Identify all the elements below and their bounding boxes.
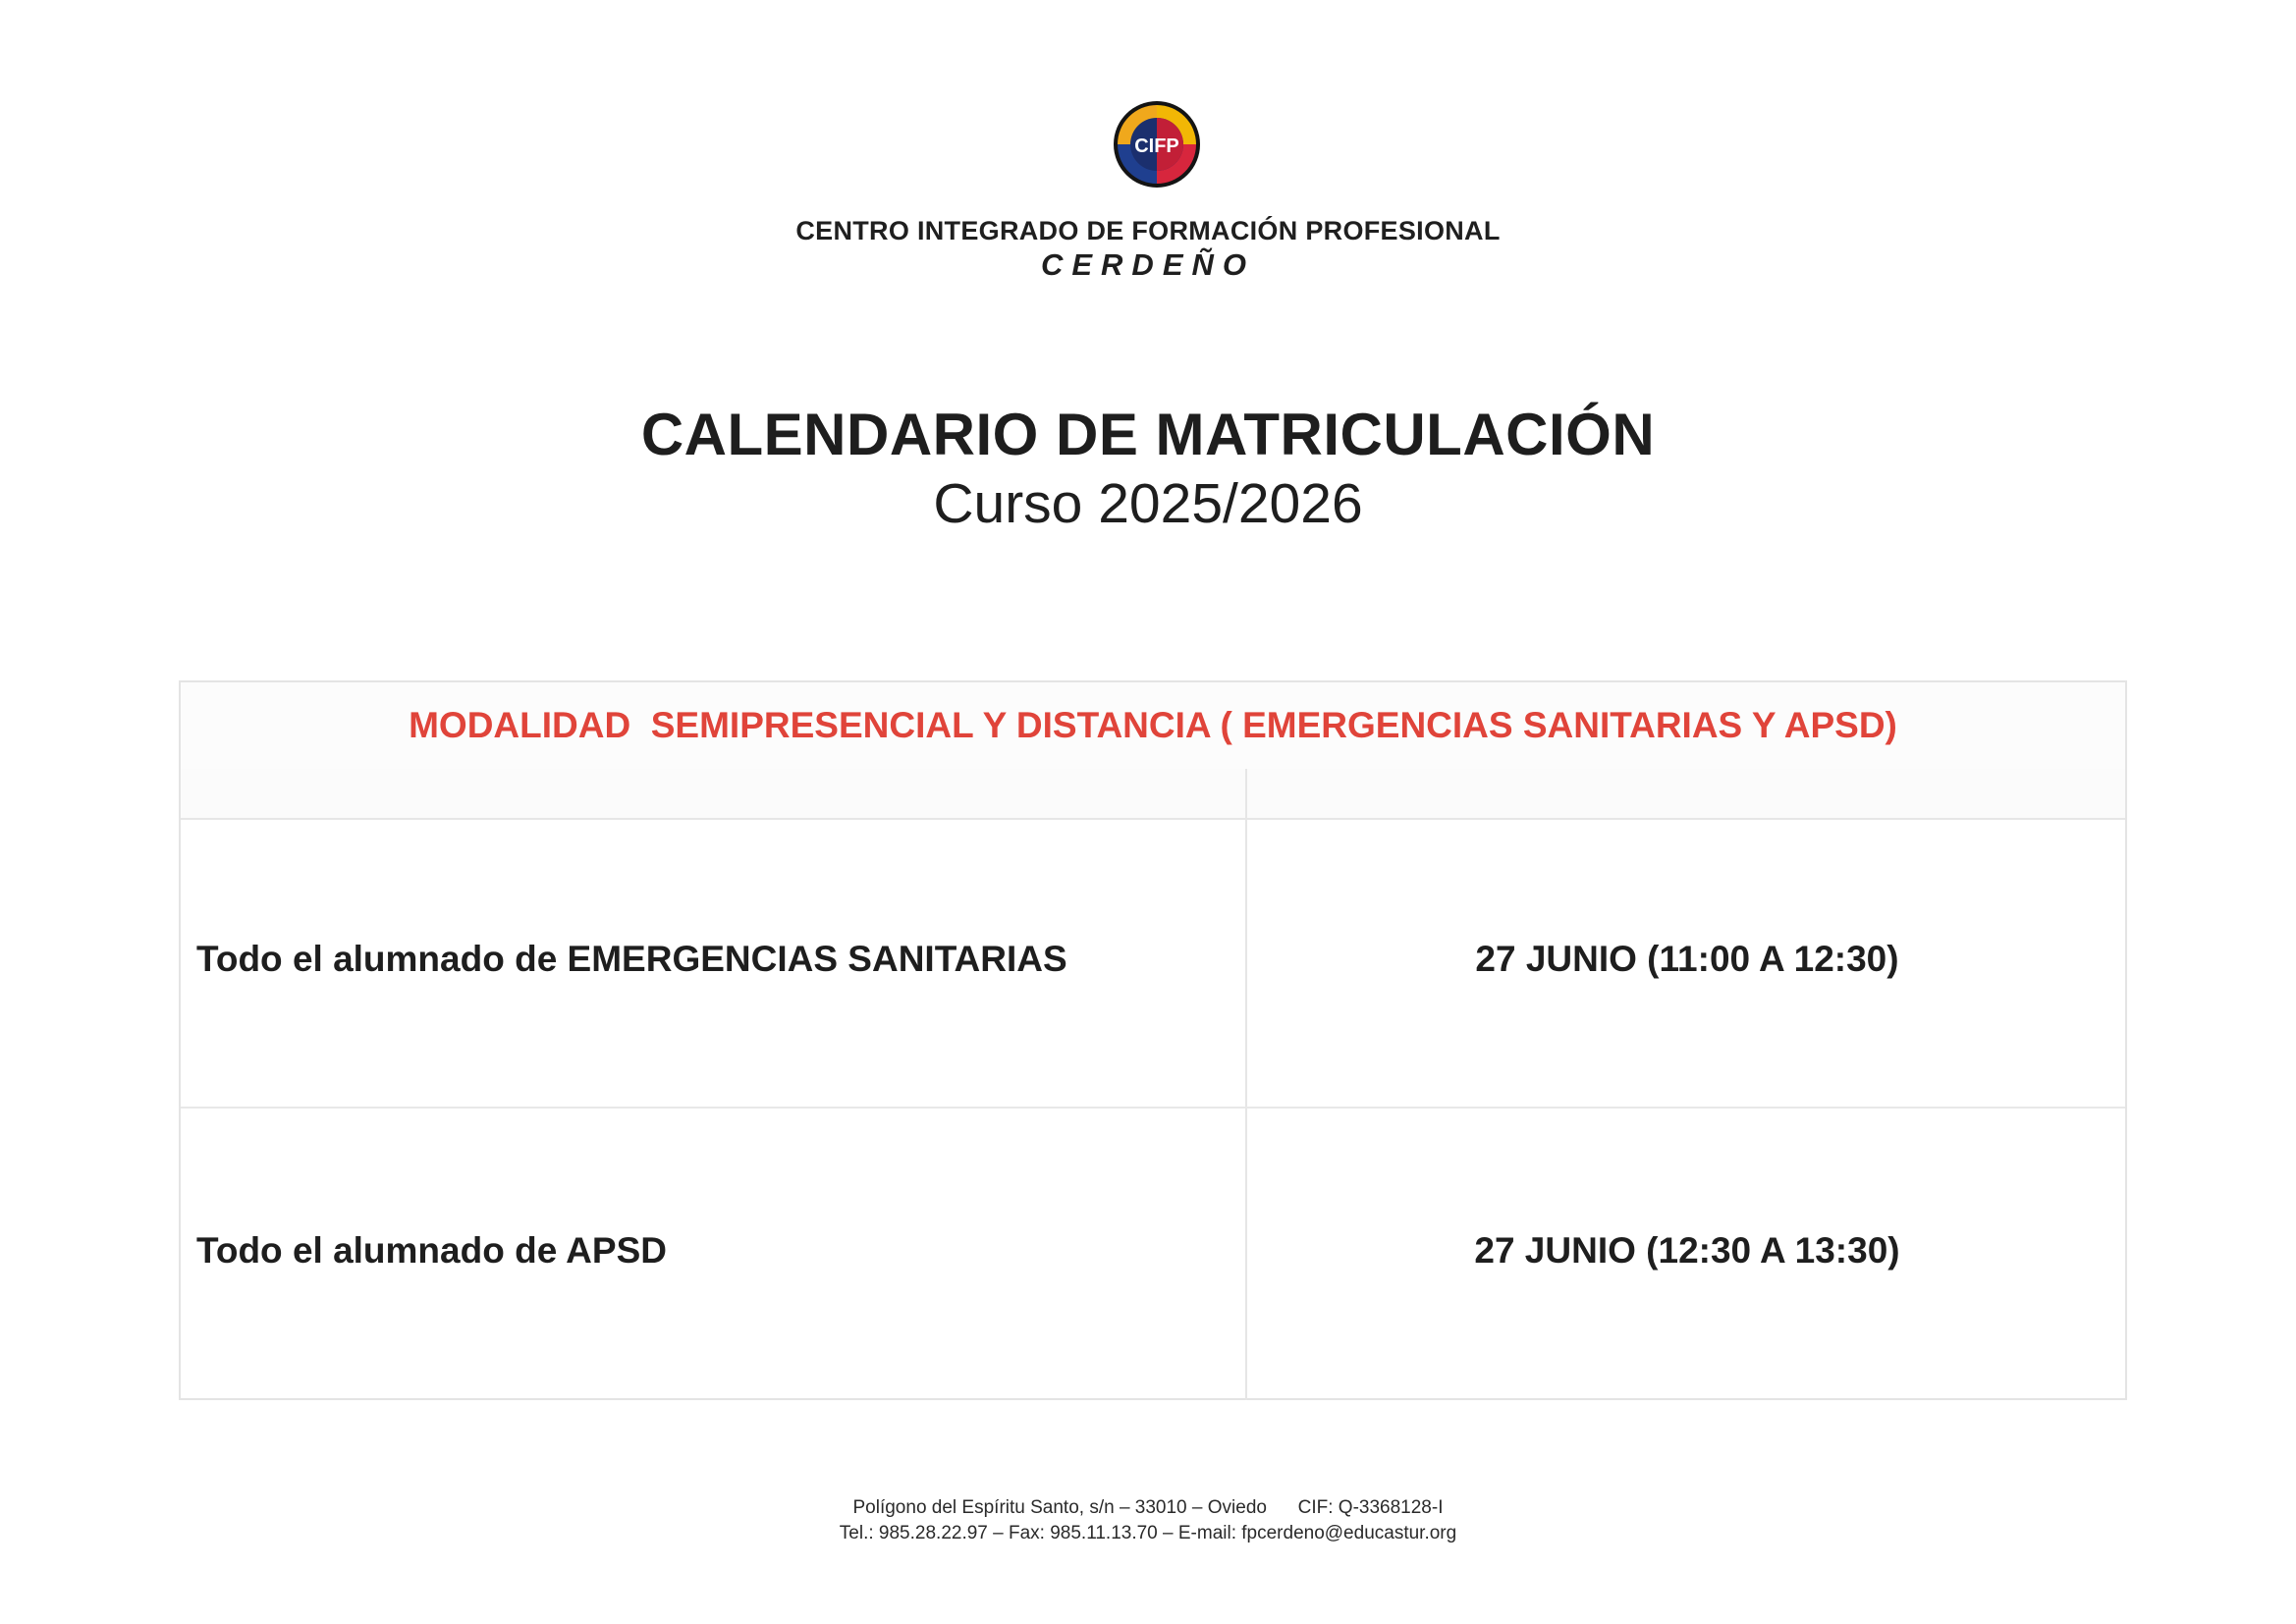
table-row [181,1109,2125,1398]
org-name: CENTRO INTEGRADO DE FORMACIÓN PROFESIONAL [795,216,1501,245]
table-row [181,818,2125,1109]
logo-text: CIFP [1134,135,1179,157]
footer-cif: CIF: Q-3368128-I [1297,1497,1444,1518]
date-cell: 27 JUNIO (11:00 A 12:30) [1475,939,1899,979]
page-title: CALENDARIO DE MATRICULACIÓN [640,402,1656,467]
table-heading: MODALIDAD SEMIPRESENCIAL Y DISTANCIA ( EMERGENCIAS SANITARIAS Y APSD) [181,682,2125,771]
date-cell: 27 JUNIO (12:30 A 13:30) [1474,1229,1900,1271]
group-cell: Todo el alumnado de APSD [196,1229,667,1271]
group-cell: Todo el alumnado de EMERGENCIAS SANITARIAS [196,939,1067,979]
footer-address-line [0,1495,2296,1521]
cifp-logo-icon [1112,99,1202,189]
enrollment-table [179,680,2127,1400]
footer-address: Polígono del Espíritu Santo, s/n – 33010 – Oviedo [852,1497,1267,1518]
cifp-logo [1112,99,1202,189]
org-sub-name: CERDEÑO [1040,247,1255,282]
page-subtitle: Curso 2025/2026 [933,472,1363,535]
footer-contact: Tel.: 985.28.22.97 – Fax: 985.11.13.70 – E-mail: fpcerdeno@educastur.org [839,1523,1457,1543]
table-empty-row [181,769,2125,820]
footer [0,1495,2296,1546]
